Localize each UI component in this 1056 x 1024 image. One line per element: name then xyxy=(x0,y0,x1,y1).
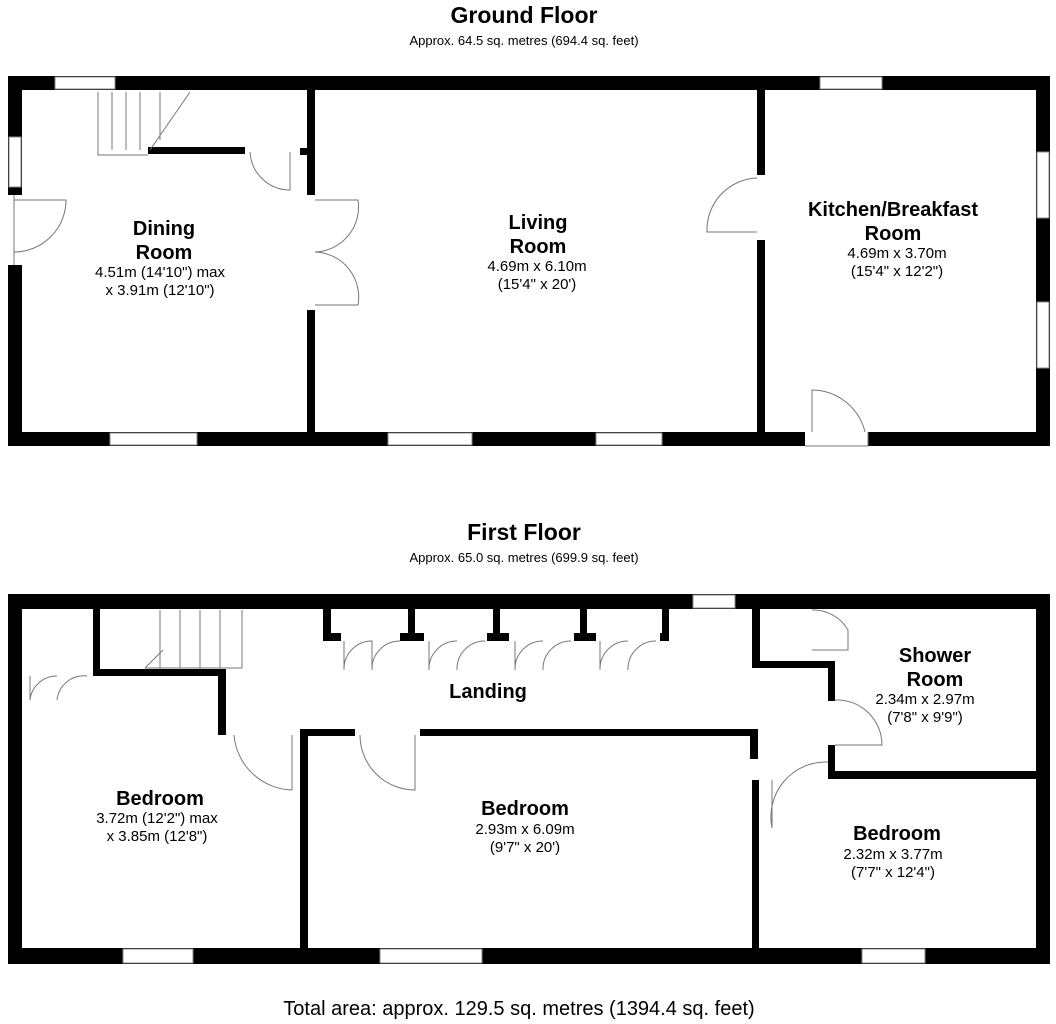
room-landing xyxy=(449,681,527,703)
svg-text:x 3.85m (12'8"): x 3.85m (12'8") xyxy=(106,828,208,845)
room-bedroom-3 xyxy=(843,823,942,881)
svg-text:2.93m x 6.09m: 2.93m x 6.09m xyxy=(475,821,575,838)
svg-text:Room: Room xyxy=(906,669,964,691)
svg-text:2.34m x 2.97m: 2.34m x 2.97m xyxy=(875,691,975,708)
svg-text:3.72m (12'2") max: 3.72m (12'2") max xyxy=(96,810,218,827)
ground-floor-area: Approx. 64.5 sq. metres (694.4 sq. feet) xyxy=(409,33,639,48)
total-area: Total area: approx. 129.5 sq. metres (1394.4 sq. feet) xyxy=(283,998,755,1020)
svg-text:(7'7" x 12'4"): (7'7" x 12'4") xyxy=(851,864,935,881)
room-bedroom-1 xyxy=(96,788,218,845)
svg-text:4.69m x 6.10m: 4.69m x 6.10m xyxy=(487,258,587,275)
first-floor-title: First Floor xyxy=(467,519,581,545)
svg-text:Room: Room xyxy=(135,242,193,264)
svg-text:Room: Room xyxy=(509,236,567,258)
svg-text:4.69m x 3.70m: 4.69m x 3.70m xyxy=(847,245,947,262)
room-dining xyxy=(95,218,225,299)
svg-text:Bedroom: Bedroom xyxy=(853,823,941,845)
svg-text:(15'4" x 20'): (15'4" x 20') xyxy=(497,276,577,293)
svg-text:Dining: Dining xyxy=(132,218,196,240)
svg-text:(15'4" x 12'2"): (15'4" x 12'2") xyxy=(850,263,944,280)
room-bedroom-2 xyxy=(475,798,574,856)
svg-text:Bedroom: Bedroom xyxy=(481,798,569,820)
first-floor-area: Approx. 65.0 sq. metres (699.9 sq. feet) xyxy=(409,550,639,565)
svg-text:(9'7" x 20'): (9'7" x 20') xyxy=(489,839,561,856)
svg-text:2.32m x 3.77m: 2.32m x 3.77m xyxy=(843,846,943,863)
svg-text:Shower: Shower xyxy=(898,645,972,667)
room-kitchen-breakfast xyxy=(808,199,978,280)
room-shower xyxy=(875,645,974,726)
first-floor-windows xyxy=(123,595,925,963)
svg-text:Kitchen/Breakfast: Kitchen/Breakfast xyxy=(807,199,979,221)
svg-text:Room: Room xyxy=(864,223,922,245)
room-living xyxy=(487,212,586,293)
svg-text:4.51m (14'10") max: 4.51m (14'10") max xyxy=(95,264,225,281)
first-floor-walls xyxy=(8,594,1050,964)
svg-text:Bedroom: Bedroom xyxy=(116,788,204,810)
svg-text:(7'8" x 9'9"): (7'8" x 9'9") xyxy=(887,709,963,726)
svg-text:Living: Living xyxy=(508,212,568,234)
svg-text:Landing: Landing xyxy=(449,681,527,703)
ground-floor-title: Ground Floor xyxy=(450,2,598,28)
svg-text:x 3.91m (12'10"): x 3.91m (12'10") xyxy=(105,282,215,299)
